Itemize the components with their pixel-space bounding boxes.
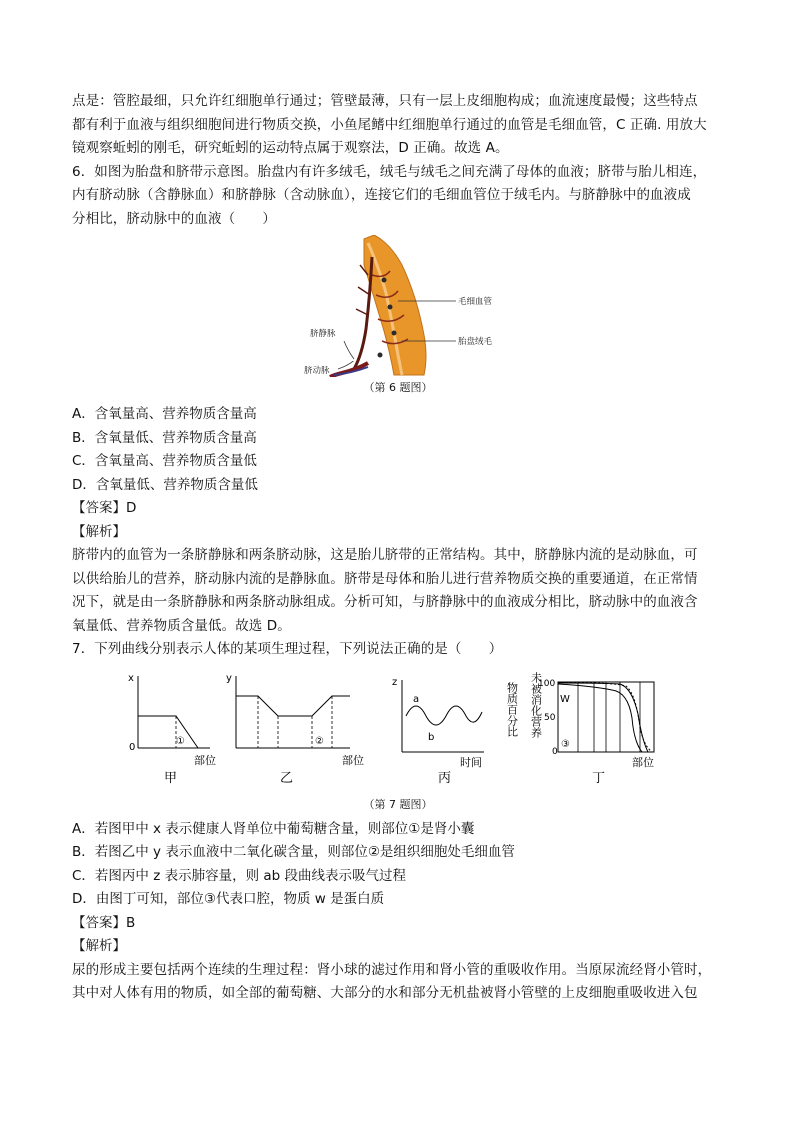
four-curves: [72, 668, 724, 796]
question-6: [72, 161, 724, 639]
analysis-line: 以供给胎儿的营养，脐动脉内流的是静脉血。脐带是母体和胎儿进行营养物质交换的重要通道，在正常情: [72, 570, 698, 587]
chart-yi-xlabel: 部位: [342, 753, 364, 767]
chart-ding-tick-100: 100: [538, 678, 556, 689]
figure-6-caption: （第 6 题图）: [363, 381, 433, 394]
analysis-line: 况下，就是由一条脐静脉和两条脐动脉组成。分析可知，与脐静脉中的血液成分相比，脐动脉中的血液含: [72, 594, 698, 610]
chart-yi-name: 乙: [280, 770, 294, 786]
chart-bing-ylabel: z: [392, 676, 398, 688]
chart-jia: [128, 673, 216, 786]
question-stem: 分相比，脐动脉中的血液（ ）: [72, 210, 276, 227]
chart-jia-ylabel: x: [128, 672, 134, 684]
chart-ding-left-label: 物质百分比: [505, 681, 519, 737]
analysis-tag: 【解析】: [72, 938, 126, 954]
question-7: [72, 638, 724, 1006]
chart-ding-xlabel: 部位: [632, 755, 654, 769]
document-page: [72, 90, 724, 1006]
label-umbilical-vein: 脐静脉: [310, 329, 336, 339]
option-d: D．由图丁可知，部位③代表口腔，物质 w 是蛋白质: [72, 891, 385, 907]
option-c: C．若图丙中 z 表示肺容量，则 ab 段曲线表示吸气过程: [72, 867, 407, 884]
analysis-tag: 【解析】: [72, 523, 126, 540]
label-capillary: 毛细血管: [458, 297, 493, 307]
option-a: A．含氧量高、营养物质含量高: [72, 406, 257, 422]
chart-ding-w: W: [560, 693, 570, 705]
analysis-line: 其中对人体有用的物质，如全部的葡萄糖、大部分的水和部分无机盐被肾小管壁的上皮细胞重吸收进入包: [72, 985, 698, 1001]
chart-ding-right-label: 未被消化营养: [529, 671, 543, 738]
answer-tag: 【答案】B: [72, 914, 136, 931]
option-b: B．含氧量低、营养物质含量高: [72, 429, 257, 446]
label-villus: 胎盘绒毛: [458, 337, 493, 347]
option-a: A．若图甲中 x 表示健康人肾单位中葡萄糖含量，则部位①是肾小囊: [72, 820, 475, 837]
curves-figure: [72, 668, 724, 796]
placenta-figure: [72, 235, 724, 377]
chart-ding-name: 丁: [592, 770, 606, 786]
question-stem: 6．如图为胎盘和脐带示意图。胎盘内有许多绒毛，绒毛与绒毛之间充满了母体的血液；脐带与胎儿相连，: [72, 163, 707, 180]
chart-bing-name: 丙: [438, 770, 452, 786]
chart-bing-xlabel: 时间: [460, 755, 482, 769]
chart-jia-name: 甲: [164, 770, 178, 786]
text-line: 都有利于血液与组织细胞间进行物质交换，小鱼尾鳍中红细胞单行通过的血管是毛细血管，C 正确. 用放大: [72, 116, 707, 133]
placenta-diagram: [72, 235, 724, 377]
chart-ding: [506, 670, 655, 785]
label-umbilical-artery: 脐动脉: [304, 366, 330, 376]
chart-bing: [392, 677, 484, 786]
text-line: 镜观察蚯蚓的刚毛，研究蚯蚓的运动特点属于观察法，D 正确。故选 A。: [72, 140, 509, 156]
analysis-line: 氧量低、营养物质含量低。故选 D。: [72, 617, 291, 634]
chart-ding-mark: ③: [561, 738, 570, 750]
chart-yi-ylabel: y: [226, 672, 232, 684]
text-line: 点是：管腔最细，只允许红细胞单行通过；管壁最薄，只有一层上皮细胞构成；血流速度最慢；这些特点: [72, 93, 698, 109]
chart-jia-xlabel: 部位: [194, 753, 216, 767]
question-stem: 7．下列曲线分别表示人体的某项生理过程，下列说法正确的是（ ）: [72, 641, 503, 657]
chart-jia-mark: ①: [176, 735, 185, 747]
previous-analysis: [72, 90, 724, 161]
option-d: D．含氧量低、营养物质含量低: [72, 476, 258, 493]
chart-bing-a: a: [413, 693, 420, 705]
chart-yi-mark: ②: [315, 735, 324, 747]
chart-ding-tick-0: 0: [552, 746, 558, 757]
option-b: B．若图乙中 y 表示血液中二氧化碳含量，则部位②是组织细胞处毛细血管: [72, 844, 515, 860]
analysis-line: 脐带内的血管为一条脐静脉和两条脐动脉，这是胎儿脐带的正常结构。其中，脐静脉内流的是动脉血，可: [72, 547, 698, 563]
chart-jia-origin: 0: [129, 741, 136, 753]
option-c: C．含氧量高、营养物质含量低: [72, 453, 257, 469]
chart-bing-b: b: [428, 731, 435, 743]
question-stem: 内有脐动脉（含静脉血）和脐静脉（含动脉血），连接它们的毛细血管位于绒毛内。与脐静脉中的血液成: [72, 187, 691, 203]
analysis-line: 尿的形成主要包括两个连续的生理过程：肾小球的滤过作用和肾小管的重吸收作用。当原尿流经肾小管时，: [72, 961, 712, 978]
figure-7-caption: （第 7 题图）: [363, 797, 433, 811]
answer-tag: 【答案】D: [72, 500, 137, 516]
chart-yi: [226, 673, 364, 786]
chart-ding-tick-50: 50: [544, 712, 556, 723]
